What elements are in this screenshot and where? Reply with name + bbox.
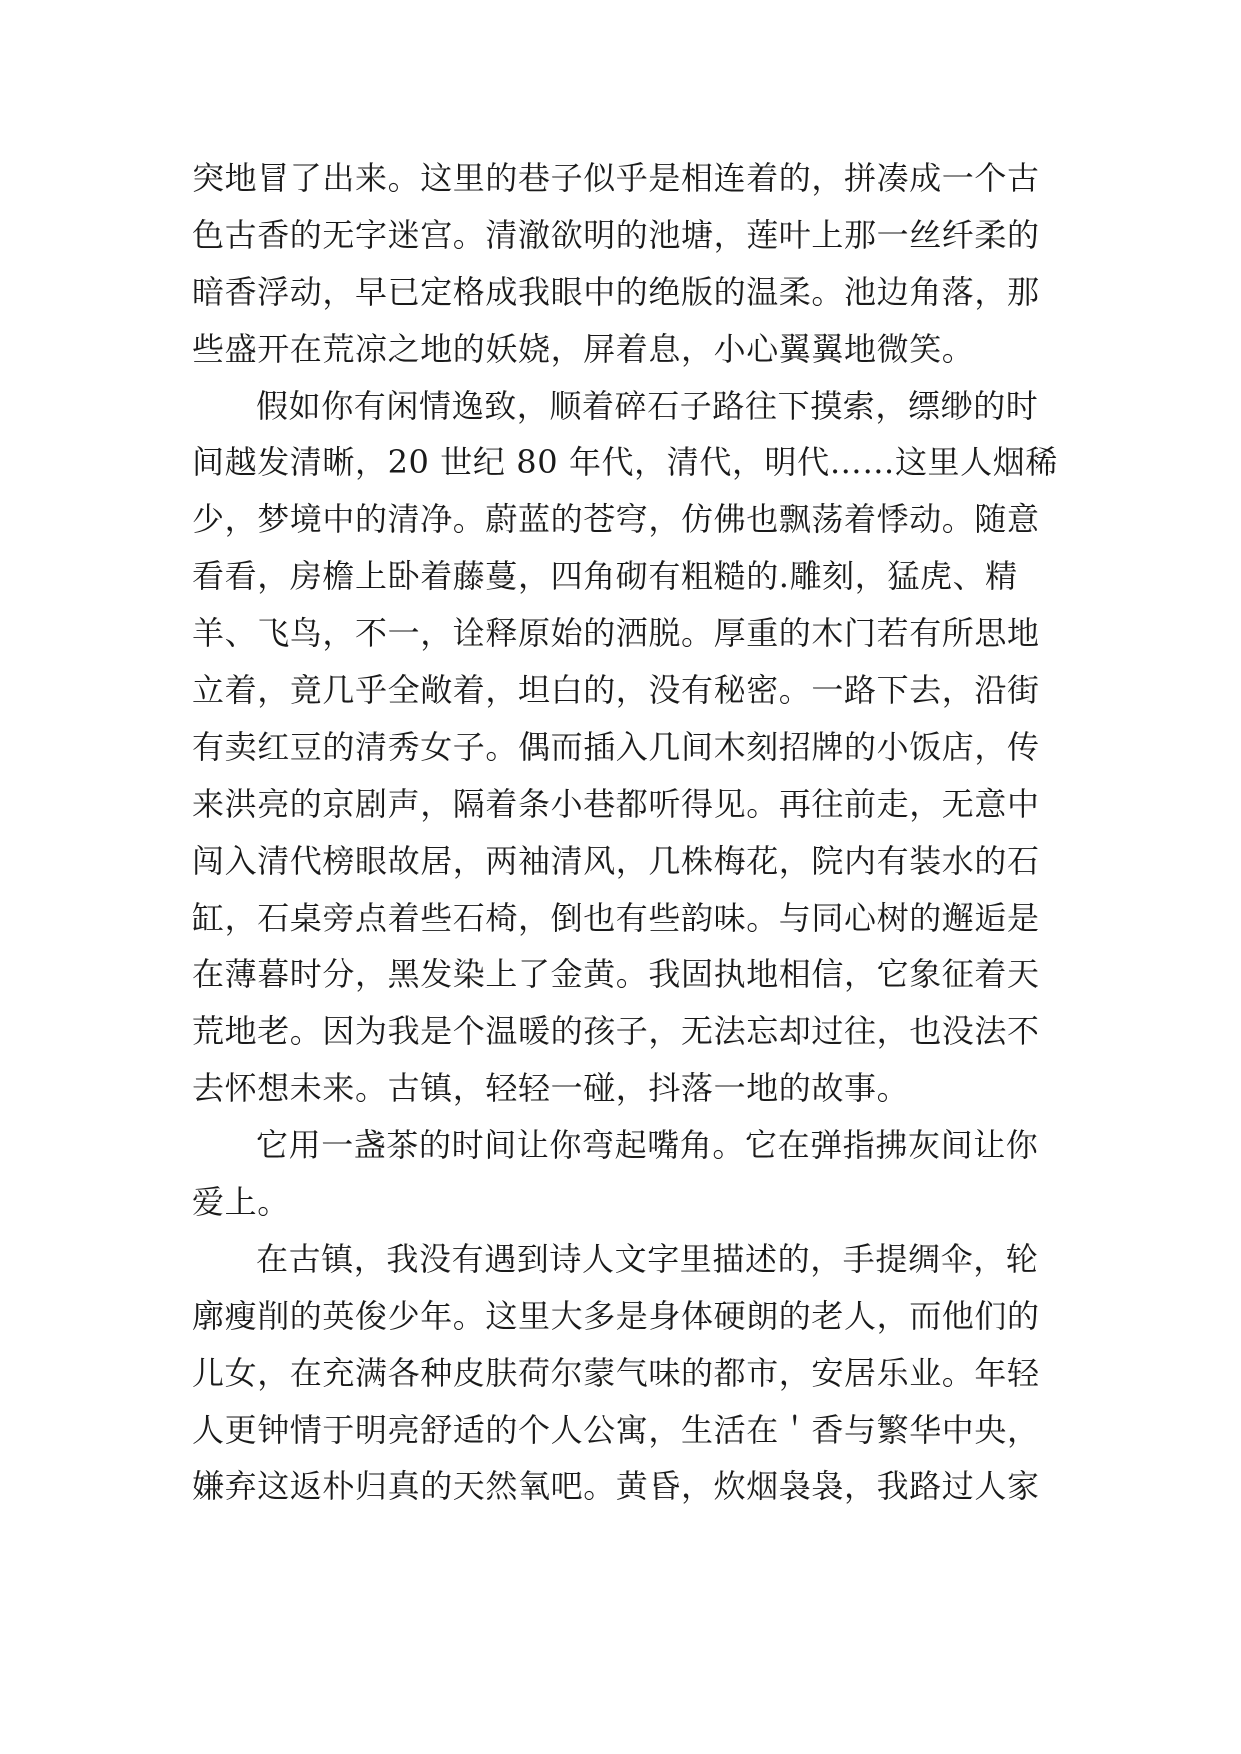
- text-line: 羊、飞鸟，不一，诠释原始的洒脱。厚重的木门若有所思地: [192, 614, 1040, 653]
- text-line: 暗香浮动，早已定格成我眼中的绝版的温柔。池边角落，那: [192, 272, 1040, 311]
- paragraph-first-line: 它用一盏茶的时间让你弯起嘴角。它在弹指拂灰间让你: [256, 1126, 1039, 1165]
- text-line: 立着，竟几乎全敞着，坦白的，没有秘密。一路下去，沿街: [192, 671, 1040, 710]
- text-line: 间越发清晰，20 世纪 80 年代，清代，明代……这里人烟稀: [192, 443, 1058, 482]
- text-line: 来洪亮的京剧声，隔着条小巷都听得见。再往前走，无意中: [192, 784, 1040, 823]
- text-line: 去怀想未来。古镇，轻轻一碰，抖落一地的故事。: [192, 1069, 910, 1108]
- paragraph-first-line: 假如你有闲情逸致，顺着碎石子路往下摸索，缥缈的时: [256, 386, 1039, 425]
- text-line: 突地冒了出来。这里的巷子似乎是相连着的，拼凑成一个古: [192, 159, 1040, 197]
- text-line: 看看，房檐上卧着藤蔓，四角砌有粗糙的.雕刻，猛虎、精: [192, 557, 1018, 596]
- text-line: 在薄暮时分，黑发染上了金黄。我固执地相信，它象征着天: [192, 955, 1040, 994]
- text-line: 廓瘦削的英俊少年。这里大多是身体硬朗的老人，而他们的: [192, 1296, 1040, 1335]
- text-line: 人更钟情于明亮舒适的个人公寓，生活在＇香与繁华中央，: [192, 1410, 1040, 1449]
- text-line: 些盛开在荒凉之地的妖娆，屏着息，小心翼翼地微笑。: [192, 329, 975, 368]
- text-line: 色古香的无字迷宫。清澈欲明的池塘，莲叶上那一丝纤柔的: [192, 215, 1040, 254]
- text-line: 荒地老。因为我是个温暖的孩子，无法忘却过往，也没法不: [192, 1012, 1040, 1051]
- text-line: 闯入清代榜眼故居，两袖清风，几株梅花，院内有装水的石: [192, 841, 1040, 880]
- paragraph-first-line: 在古镇，我没有遇到诗人文字里描述的，手提绸伞，轮: [256, 1239, 1039, 1278]
- document-body-text: [192, 150, 1058, 1515]
- text-line: 嫌弃这返朴归真的天然氧吧。黄昏，炊烟袅袅，我路过人家: [192, 1467, 1040, 1506]
- text-line: 有卖红豆的清秀女子。偶而插入几间木刻招牌的小饭店，传: [192, 727, 1040, 766]
- text-line: 少，梦境中的清净。蔚蓝的苍穹，仿佛也飘荡着悸动。随意: [192, 500, 1040, 539]
- text-line: 缸，石桌旁点着些石椅，倒也有些韵味。与同心树的邂逅是: [192, 898, 1040, 937]
- text-line: 儿女，在充满各种皮肤荷尔蒙气味的都市，安居乐业。年轻: [192, 1353, 1040, 1392]
- text-line: 爱上。: [192, 1183, 290, 1222]
